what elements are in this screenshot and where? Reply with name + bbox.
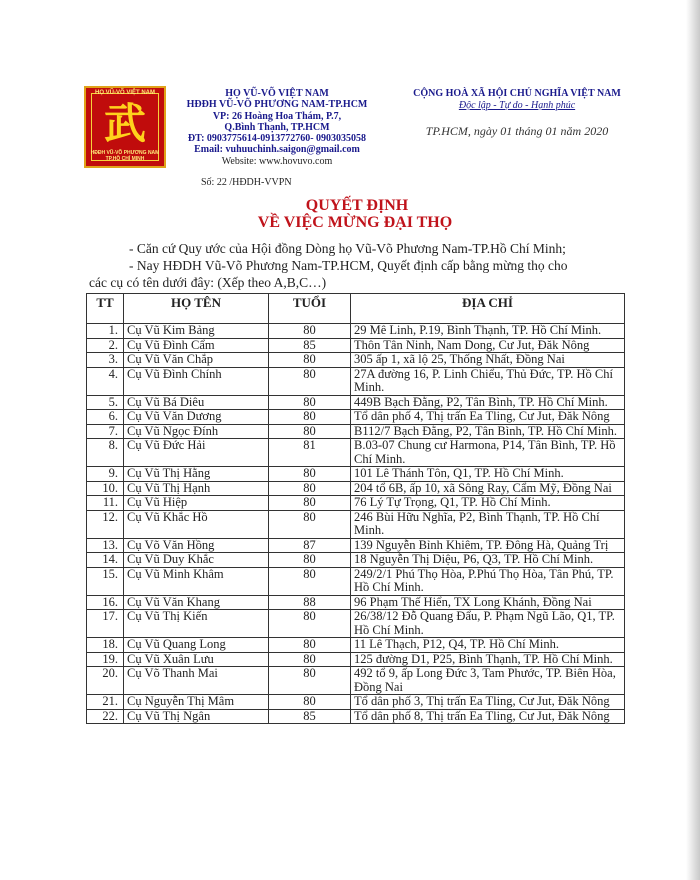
row-number: 10. [87,481,124,496]
row-number: 15. [87,567,124,595]
header-age: TUỔI [269,294,351,324]
row-name: Cụ Vũ Đình Chính [124,367,269,395]
intro-line1: - Căn cứ Quy ước của Hội đồng Dòng họ Vũ-Võ Phương Nam-TP.Hồ Chí Minh; [129,241,566,256]
row-age: 80 [269,424,351,439]
document-number: Số: 22 /HĐDH-VVPN [201,177,292,188]
row-age: 80 [269,667,351,695]
table-row [87,467,625,482]
logo-top-text: HỌ VŨ-VÕ VIỆT NAM [94,90,155,96]
row-name: Cụ Vũ Duy Khắc [124,553,269,568]
row-address: Tổ dân phố 8, Thị trấn Ea Tling, Cư Jut, Đăk Nông [351,709,625,724]
row-number: 9. [87,467,124,482]
row-age: 80 [269,610,351,638]
row-address: 101 Lê Thánh Tôn, Q1, TP. Hồ Chí Minh. [351,467,625,482]
table-row [87,439,625,467]
table-header-row [87,294,625,324]
row-name: Cụ Vũ Thị Hằng [124,467,269,482]
row-age: 85 [269,338,351,353]
row-name: Cụ Vũ Minh Khâm [124,567,269,595]
row-name: Cụ Vũ Xuân Lưu [124,652,269,667]
org-address-2: Q.Bình Thạnh, TP.HCM [224,121,330,133]
national-header [392,88,642,137]
table-row [87,695,625,710]
honorees-table [86,293,625,724]
table-body [87,324,625,724]
title-line1: QUYẾT ĐỊNH [305,197,409,214]
row-age: 80 [269,395,351,410]
row-address: 18 Nguyễn Thị Diệu, P6, Q3, TP. Hồ Chí Minh. [351,553,625,568]
row-name: Cụ Vũ Văn Khang [124,595,269,610]
row-age: 80 [269,553,351,568]
row-number: 3. [87,353,124,368]
table-row [87,538,625,553]
row-age: 81 [269,439,351,467]
org-website: Website: www.hovuvo.com [221,155,333,167]
document-title [0,197,700,231]
row-number: 20. [87,667,124,695]
intro-line3: các cụ có tên dưới đây: (Xếp theo A,B,C…) [89,275,327,290]
table-row [87,553,625,568]
intro-paragraph [89,240,629,291]
row-age: 80 [269,510,351,538]
row-address: 96 Phạm Thế Hiển, TX Long Khánh, Đồng Nai [351,595,625,610]
row-address: B.03-07 Chung cư Harmona, P14, Tân Bình, TP. Hồ Chí Minh. [351,439,625,467]
row-number: 11. [87,496,124,511]
row-name: Cụ Vũ Quang Long [124,638,269,653]
row-age: 85 [269,709,351,724]
row-number: 6. [87,410,124,425]
row-number: 18. [87,638,124,653]
row-name: Cụ Vũ Kim Bảng [124,324,269,339]
org-name: HỌ VŨ-VÕ VIỆT NAM [225,88,329,99]
title-line2: VỀ VIỆC MỪNG ĐẠI THỌ [257,214,453,231]
row-name: Cụ Vũ Đình Cẩm [124,338,269,353]
row-address: 449B Bạch Đằng, P2, Tân Bình, TP. Hồ Chí Minh. [351,395,625,410]
header-name: HỌ TÊN [124,294,269,324]
row-address: 29 Mê Linh, P.19, Bình Thạnh, TP. Hồ Chí Minh. [351,324,625,339]
row-address: 492 tổ 9, ấp Long Đức 3, Tam Phước, TP. Biên Hòa, Đồng Nai [351,667,625,695]
row-age: 80 [269,567,351,595]
national-motto-line2: Độc lập - Tự do - Hạnh phúc [458,100,576,111]
row-number: 21. [87,695,124,710]
table-row [87,667,625,695]
row-name: Cụ Vũ Văn Chắp [124,353,269,368]
table-row [87,367,625,395]
table-row [87,481,625,496]
table-row [87,595,625,610]
table-row [87,395,625,410]
row-number: 2. [87,338,124,353]
table-row [87,709,625,724]
page-shadow-edge [686,0,700,880]
row-number: 14. [87,553,124,568]
row-number: 16. [87,595,124,610]
table-row [87,567,625,595]
table-row [87,610,625,638]
row-age: 80 [269,638,351,653]
row-number: 7. [87,424,124,439]
row-name: Cụ Vũ Khắc Hồ [124,510,269,538]
row-age: 80 [269,467,351,482]
table-row [87,338,625,353]
row-name: Cụ Vũ Thị Hạnh [124,481,269,496]
row-address: 204 tổ 6B, ấp 10, xã Sông Ray, Cẩm Mỹ, Đồng Nai [351,481,625,496]
table-row [87,353,625,368]
row-age: 88 [269,595,351,610]
row-number: 13. [87,538,124,553]
header-address: ĐỊA CHỈ [351,294,625,324]
org-email: Email: vuhuuchinh.saigon@gmail.com [194,144,360,156]
row-age: 80 [269,496,351,511]
row-number: 17. [87,610,124,638]
logo-character: 武 [103,99,146,148]
row-address: 305 ấp 1, xã lộ 25, Thống Nhất, Đồng Nai [351,353,625,368]
table-row [87,410,625,425]
row-name: Cụ Vũ Ngọc Đính [124,424,269,439]
row-age: 87 [269,538,351,553]
row-address: 249/2/1 Phú Thọ Hòa, P.Phú Thọ Hòa, Tân Phú, TP. Hồ Chí Minh. [351,567,625,595]
clan-logo [84,86,166,168]
row-age: 80 [269,410,351,425]
table-row [87,638,625,653]
row-age: 80 [269,367,351,395]
table-row [87,652,625,667]
row-name: Cụ Vũ Thị Ngân [124,709,269,724]
row-age: 80 [269,652,351,667]
row-name: Cụ Vũ Hiệp [124,496,269,511]
national-motto-line1: CỘNG HOÀ XÃ HỘI CHỦ NGHĨA VIỆT NAM [413,88,621,99]
row-name: Cụ Vũ Bá Diêu [124,395,269,410]
logo-bottom-text-2: TP.HỒ CHÍ MINH [105,156,145,162]
row-name: Cụ Võ Văn Hồng [124,538,269,553]
table-row [87,496,625,511]
row-number: 4. [87,367,124,395]
row-number: 8. [87,439,124,467]
organization-header [172,88,382,167]
intro-line2: - Nay HĐDH Vũ-Võ Phương Nam-TP.HCM, Quyết định cấp bằng mừng thọ cho [129,258,568,273]
table-row [87,510,625,538]
table-row [87,424,625,439]
header-tt: TT [87,294,124,324]
row-address: 27A đường 16, P. Linh Chiểu, Thủ Đức, TP. Hồ Chí Minh. [351,367,625,395]
row-age: 80 [269,695,351,710]
row-name: Cụ Vũ Thị Kiến [124,610,269,638]
row-number: 5. [87,395,124,410]
row-address: 26/38/12 Đỗ Quang Đẩu, P. Phạm Ngũ Lão, Q1, TP. Hồ Chí Minh. [351,610,625,638]
row-number: 22. [87,709,124,724]
org-address-1: VP: 26 Hoàng Hoa Thám, P.7, [212,110,342,122]
org-sub: HĐĐH VŨ-VÕ PHƯƠNG NAM-TP.HCM [186,99,368,111]
row-number: 19. [87,652,124,667]
org-phone: ĐT: 0903775614-0913772760- 0903035058 [187,133,367,145]
row-age: 80 [269,353,351,368]
row-address: Tổ dân phố 3, Thị trấn Ea Tling, Cư Jut, Đăk Nông [351,695,625,710]
row-address: 11 Lê Thạch, P12, Q4, TP. Hồ Chí Minh. [351,638,625,653]
logo-bottom-text-1: HĐĐH VŨ-VÕ PHƯƠNG NAM [90,150,160,156]
row-age: 80 [269,324,351,339]
row-name: Cụ Nguyễn Thị Mâm [124,695,269,710]
row-address: 125 đường D1, P25, Bình Thạnh, TP. Hồ Chí Minh. [351,652,625,667]
row-name: Cụ Võ Thanh Mai [124,667,269,695]
row-number: 12. [87,510,124,538]
row-address: Thôn Tân Ninh, Nam Dong, Cư Jut, Đăk Nông [351,338,625,353]
row-number: 1. [87,324,124,339]
row-address: 246 Bùi Hữu Nghĩa, P2, Bình Thạnh, TP. Hồ Chí Minh. [351,510,625,538]
row-address: 76 Lý Tự Trọng, Q1, TP. Hồ Chí Minh. [351,496,625,511]
row-name: Cụ Vũ Văn Dương [124,410,269,425]
row-address: B112/7 Bạch Đằng, P2, Tân Bình, TP. Hồ Chí Minh. [351,424,625,439]
table-row [87,324,625,339]
row-address: Tổ dân phố 4, Thị trấn Ea Tling, Cư Jut, Đăk Nông [351,410,625,425]
row-age: 80 [269,481,351,496]
row-name: Cụ Vũ Đức Hải [124,439,269,467]
document-date: TP.HCM, ngày 01 tháng 01 năm 2020 [425,124,609,138]
row-address: 139 Nguyễn Bỉnh Khiêm, TP. Đông Hà, Quảng Trị [351,538,625,553]
